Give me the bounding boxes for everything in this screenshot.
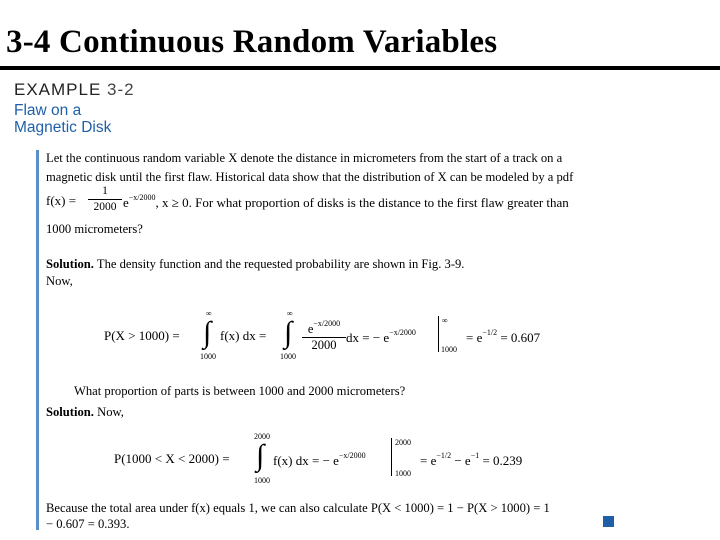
integral-sign: ∫ (256, 439, 265, 472)
eq1-int2-lower: 1000 (280, 352, 296, 361)
example-subtitle-line2: Magnetic Disk (14, 119, 112, 136)
eq2-lhs: P(1000 < X < 2000) = (114, 451, 230, 466)
integral-sign: ∫ (203, 316, 212, 349)
eq1-int1-body: f(x) dx = (220, 328, 267, 343)
solution1-label: Solution. (46, 257, 94, 271)
pdf-fraction-denominator: 2000 (93, 201, 117, 213)
pdf-exponential (123, 193, 569, 211)
eq1-result-value: = 0.607 (497, 330, 541, 345)
example-word: EXAMPLE (14, 80, 102, 99)
eq2-eval-lower: 1000 (395, 469, 411, 478)
solution2-text: Now, (93, 405, 124, 419)
pdf-exp-base: e (123, 195, 129, 210)
eq1-frac-e: e (307, 322, 314, 336)
problem-line-2: magnetic disk until the first flaw. Historical data show that the distribution of X can be modeled by a pdf (46, 170, 574, 184)
eq2-result-e2: − e (451, 453, 471, 468)
example-header (14, 80, 135, 136)
eval-bar (391, 438, 392, 476)
question2: What proportion of parts is between 1000 and 2000 micrometers? (74, 384, 406, 398)
eq2-body-exp: −x/2000 (338, 451, 366, 460)
eq2-int-body (273, 451, 366, 469)
solution1-text: The density function and the requested probability are shown in Fig. 3-9. (93, 257, 465, 271)
end-of-example-square-icon (603, 516, 614, 527)
example-side-bar (36, 150, 39, 530)
eq2-result-exp2: −1 (470, 451, 480, 460)
problem-line-1: Let the continuous random variable X denote the distance in micrometers from the start of a track on a (46, 151, 563, 165)
eq1-result-e: = e (466, 330, 483, 345)
eq1-int1-lower: 1000 (200, 352, 216, 361)
eq1-result (466, 328, 540, 346)
solution1-now: Now, (46, 274, 73, 288)
pdf-condition: , x ≥ 0. For what proportion of disks is the distance to the first flaw greater than (155, 195, 569, 210)
eq2-body-text: f(x) dx = − e (273, 453, 339, 468)
conclusion-line-2: − 0.607 = 0.393. (46, 517, 130, 531)
eq1-eval-lower: 1000 (441, 345, 457, 354)
example-label (14, 80, 135, 100)
eq1-tail-exp: −x/2000 (389, 328, 416, 337)
solution2-line (46, 402, 622, 424)
slide-title: 3-4 Continuous Random Variables (6, 24, 498, 60)
eq2-result-exp1: −1/2 (436, 451, 452, 460)
solution2-label: Solution. (46, 405, 94, 419)
eq1-int2-upper: ∞ (287, 309, 293, 318)
example-number: 3-2 (107, 80, 135, 99)
eq1-lhs: P(X > 1000) = (104, 328, 180, 343)
problem-line-4: 1000 micrometers? (46, 222, 143, 236)
integral-sign: ∫ (284, 316, 293, 349)
eq2-result (420, 451, 522, 469)
eq1-fraction (302, 316, 346, 353)
eq2-result-value: = 0.239 (479, 453, 523, 468)
eval-bar (438, 316, 439, 352)
title-rule (0, 66, 720, 70)
eq1-int2-tail (346, 328, 416, 346)
eq1-fraction-denominator: 2000 (311, 338, 337, 352)
pdf-fraction-numerator: 1 (88, 184, 122, 200)
eq2-int-lower: 1000 (254, 476, 270, 485)
eq1-tail-text: dx = − e (346, 330, 390, 345)
pdf-lhs: f(x) = (46, 193, 77, 208)
example-subtitle-line1: Flaw on a (14, 102, 82, 119)
eq1-eval-upper: ∞ (442, 316, 448, 325)
pdf-exp-power: −x/2000 (128, 193, 156, 202)
eq2-int-upper: 2000 (254, 432, 270, 441)
conclusion-line-1: Because the total area under f(x) equals 1, we can also calculate P(X < 1000) = 1 − P(X > 1000) = 1 (46, 501, 550, 515)
pdf-fraction (88, 184, 122, 215)
eq1-frac-exp: −x/2000 (313, 319, 341, 328)
eq1-int1-upper: ∞ (206, 309, 212, 318)
eq2-eval-upper: 2000 (395, 438, 411, 447)
eq1-fraction-numerator (302, 316, 346, 338)
eq2-result-e1: = e (420, 453, 437, 468)
eq1-result-exp: −1/2 (482, 328, 498, 337)
